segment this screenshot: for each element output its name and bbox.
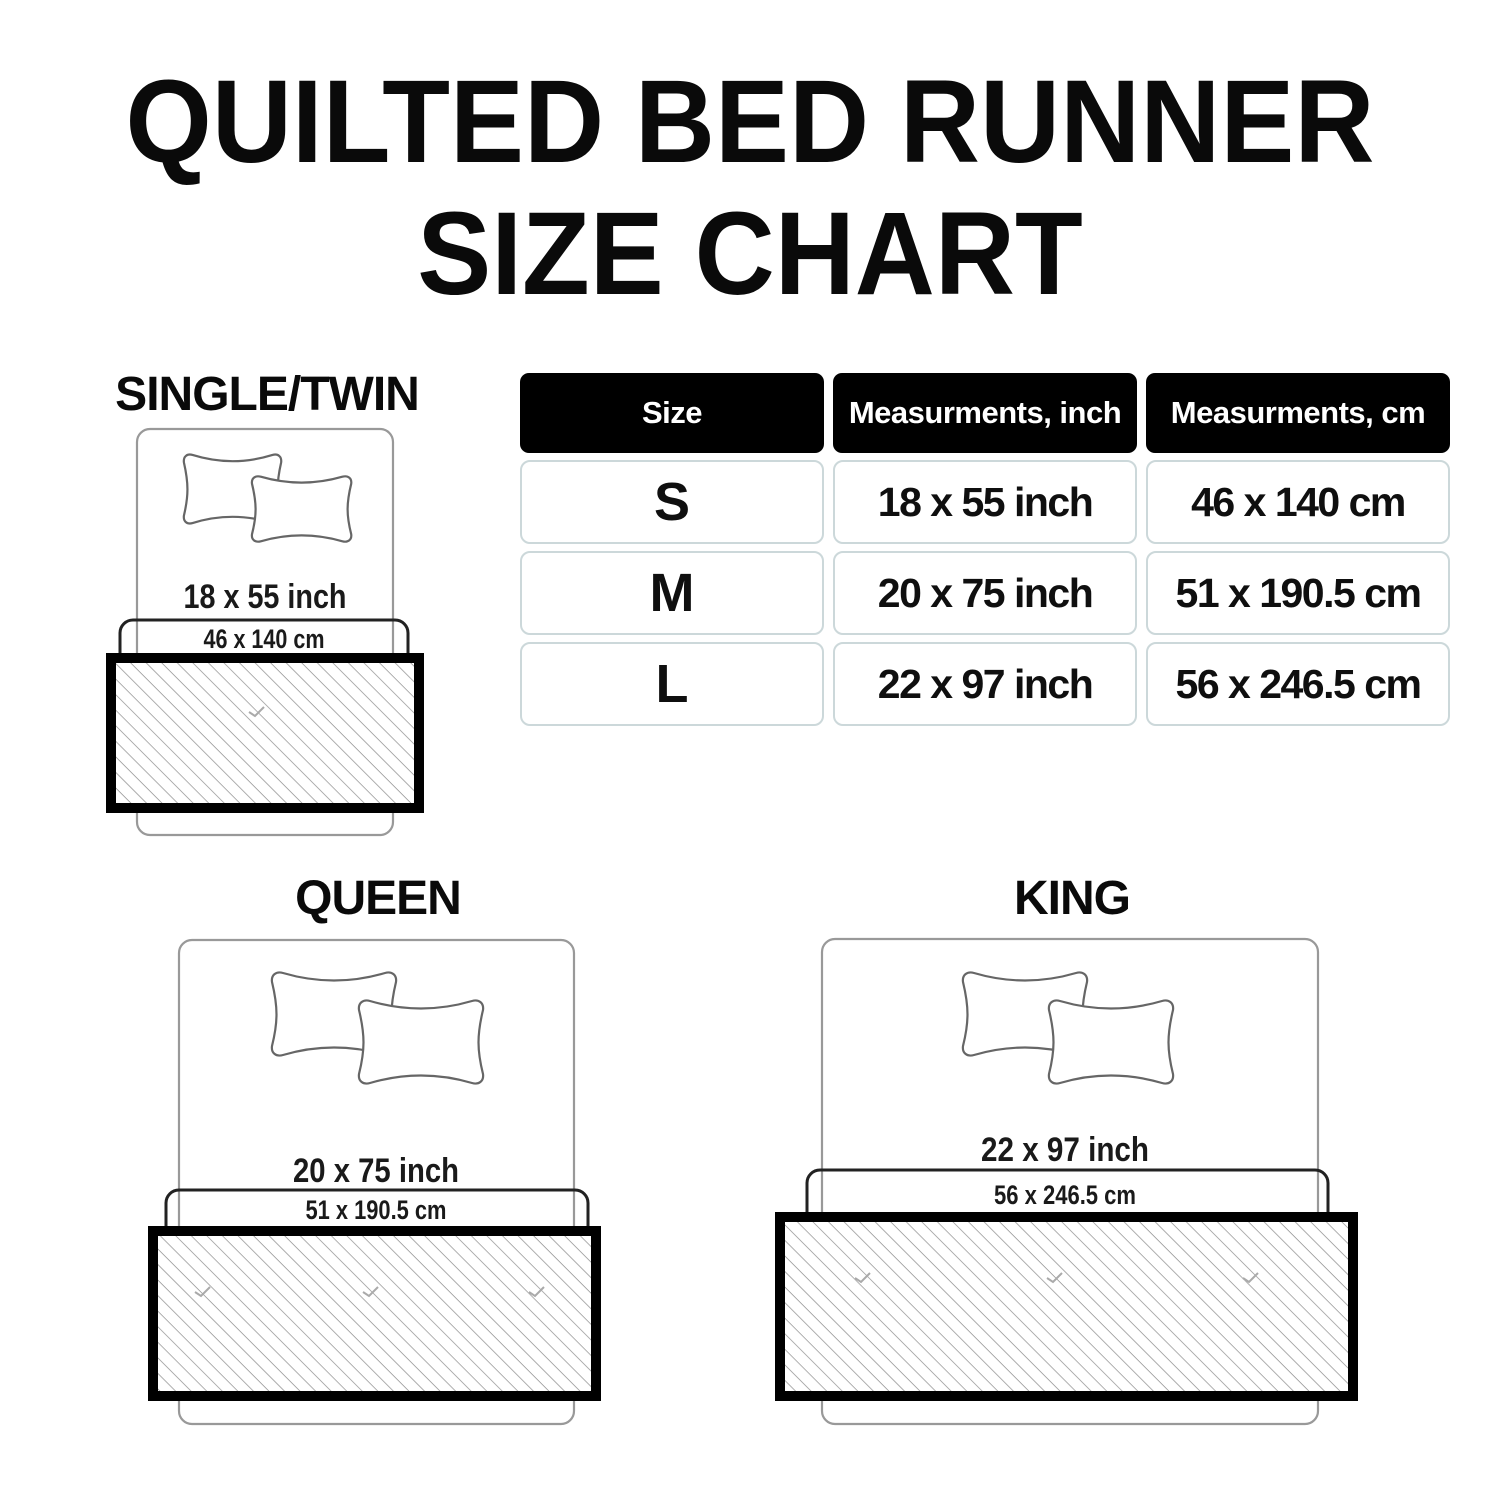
page-title xyxy=(45,56,1455,320)
king-pillow-front-icon xyxy=(1049,1000,1173,1083)
queen-pillow-front-icon xyxy=(359,1000,483,1083)
table-row-s-inch: 18 x 55 inch xyxy=(833,460,1137,544)
single-pillow-front-icon xyxy=(252,476,351,541)
page-title-line-2: SIZE CHART xyxy=(417,188,1083,320)
single-twin-label: SINGLE/TWIN xyxy=(115,368,419,421)
table-row-s-cm: 46 x 140 cm xyxy=(1146,460,1450,544)
table-header-size: Size xyxy=(520,373,824,453)
page-title-line-1: QUILTED BED RUNNER xyxy=(125,56,1375,188)
king-label: KING xyxy=(1014,872,1130,925)
queen-runner-swatch xyxy=(153,1231,596,1396)
single-runner-swatch xyxy=(111,658,419,808)
king-runner-swatch xyxy=(780,1217,1353,1396)
queen-cm-dimension: 51 x 190.5 cm xyxy=(305,1195,447,1225)
king-bed-diagram xyxy=(760,935,1380,1435)
single-twin-bed-diagram xyxy=(75,420,495,852)
king-inch-dimension: 22 x 97 inch xyxy=(981,1131,1149,1169)
table-row-m-cm: 51 x 190.5 cm xyxy=(1146,551,1450,635)
table-row-l-size: L xyxy=(520,642,824,726)
table-row-l-inch: 22 x 97 inch xyxy=(833,642,1137,726)
table-row-s-size: S xyxy=(520,460,824,544)
table-header-cm: Measurments, cm xyxy=(1146,373,1450,453)
single-inch-dimension: 18 x 55 inch xyxy=(183,578,347,616)
king-cm-dimension: 56 x 246.5 cm xyxy=(994,1180,1136,1210)
queen-inch-dimension: 20 x 75 inch xyxy=(293,1152,459,1190)
queen-bed-diagram xyxy=(140,935,620,1435)
table-row-m-size: M xyxy=(520,551,824,635)
table-header-inch: Measurments, inch xyxy=(833,373,1137,453)
table-row-l-cm: 56 x 246.5 cm xyxy=(1146,642,1450,726)
single-cm-dimension: 46 x 140 cm xyxy=(203,624,325,654)
size-table xyxy=(520,373,1450,726)
table-row-m-inch: 20 x 75 inch xyxy=(833,551,1137,635)
queen-label: QUEEN xyxy=(295,872,461,925)
